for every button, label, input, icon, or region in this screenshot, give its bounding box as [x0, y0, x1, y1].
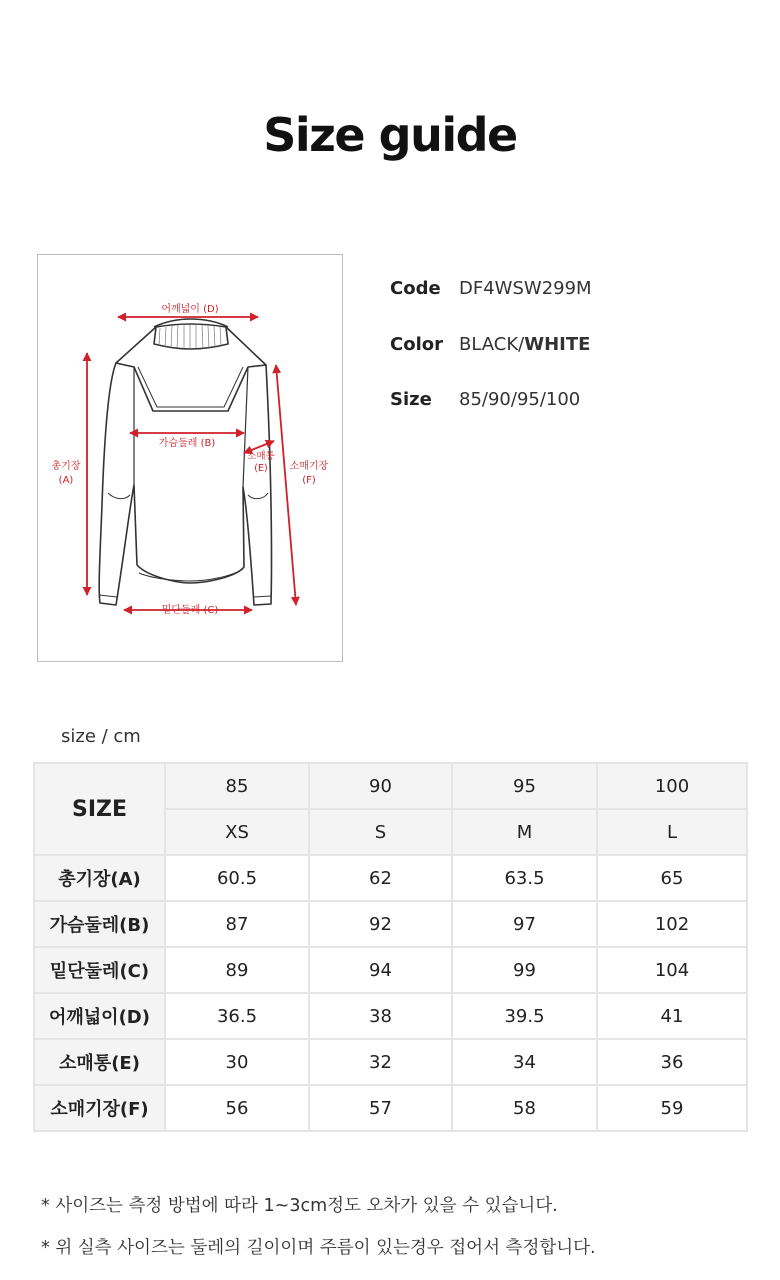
table-header-cell: 100: [597, 763, 747, 809]
color-value: [459, 334, 590, 355]
table-cell: 57: [309, 1085, 452, 1131]
row-label: 어깨넓이(D): [34, 993, 165, 1039]
table-letter-cell: M: [452, 809, 597, 855]
table-cell: 58: [452, 1085, 597, 1131]
table-header-cell: 90: [309, 763, 452, 809]
row-label: 밑단둘레(C): [34, 947, 165, 993]
table-letter-cell: L: [597, 809, 747, 855]
measurement-diagram: [37, 254, 343, 662]
table-row: [34, 947, 747, 993]
size-header: SIZE: [34, 763, 165, 855]
table-cell: 34: [452, 1039, 597, 1085]
table-header-cell: 95: [452, 763, 597, 809]
code-label: Code: [390, 278, 441, 299]
table-cell: 102: [597, 901, 747, 947]
table-cell: 39.5: [452, 993, 597, 1039]
size-row: [390, 389, 750, 445]
table-letter-cell: XS: [165, 809, 309, 855]
label-chest: 가슴둘레 (B): [158, 438, 216, 449]
product-info: [390, 278, 750, 445]
table-cell: 62: [309, 855, 452, 901]
notes: [41, 1192, 596, 1276]
size-label: Size: [390, 389, 432, 410]
table-cell: 94: [309, 947, 452, 993]
table-cell: 104: [597, 947, 747, 993]
table-cell: 32: [309, 1039, 452, 1085]
table-cell: 41: [597, 993, 747, 1039]
table-row: [34, 1039, 747, 1085]
label-sleeve-length-2: (F): [302, 475, 316, 486]
color-value-white: WHITE: [524, 333, 591, 355]
table-cell: 97: [452, 901, 597, 947]
note-item: * 사이즈는 측정 방법에 따라 1~3cm정도 오차가 있을 수 있습니다.: [41, 1196, 558, 1216]
label-length-1: 총기장: [51, 461, 81, 472]
label-sleeve-width-2: (E): [254, 463, 268, 474]
table-row: [34, 855, 747, 901]
table-row: [34, 1085, 747, 1131]
label-shoulder: 어깨넓이 (D): [161, 304, 219, 315]
table-cell: 30: [165, 1039, 309, 1085]
row-label: 소매통(E): [34, 1039, 165, 1085]
label-hem: 밑단둘레 (C): [161, 605, 219, 616]
table-header-cell: 85: [165, 763, 309, 809]
color-row: [390, 334, 750, 390]
row-label: 가슴둘레(B): [34, 901, 165, 947]
table-letter-cell: S: [309, 809, 452, 855]
note-item: * 위 실측 사이즈는 둘레의 길이이며 주름이 있는경우 접어서 측정합니다.: [41, 1238, 596, 1258]
table-cell: 60.5: [165, 855, 309, 901]
table-cell: 36.5: [165, 993, 309, 1039]
table-cell: 36: [597, 1039, 747, 1085]
color-label: Color: [390, 333, 443, 355]
label-sleeve-length-1: 소매기장: [289, 461, 329, 472]
color-value-black: BLACK/: [459, 333, 525, 355]
table-cell: 87: [165, 901, 309, 947]
table-cell: 89: [165, 947, 309, 993]
table-cell: 99: [452, 947, 597, 993]
row-label: 총기장(A): [34, 855, 165, 901]
table-header-row: [34, 763, 747, 809]
size-value: 85/90/95/100: [459, 389, 581, 410]
table-cell: 92: [309, 901, 452, 947]
table-row: [34, 993, 747, 1039]
table-cell: 38: [309, 993, 452, 1039]
unit-label: size / cm: [61, 726, 141, 747]
sweater-illustration: [38, 255, 344, 663]
row-label: 소매기장(F): [34, 1085, 165, 1131]
page-title: Size guide: [263, 108, 517, 162]
label-sleeve-width-1: 소매통: [247, 451, 275, 462]
code-row: [390, 278, 750, 334]
table-cell: 65: [597, 855, 747, 901]
size-table: [33, 762, 748, 1132]
table-cell: 56: [165, 1085, 309, 1131]
code-value: DF4WSW299M: [459, 278, 592, 299]
table-cell: 63.5: [452, 855, 597, 901]
table-row: [34, 901, 747, 947]
table-cell: 59: [597, 1085, 747, 1131]
label-length-2: (A): [58, 475, 74, 486]
